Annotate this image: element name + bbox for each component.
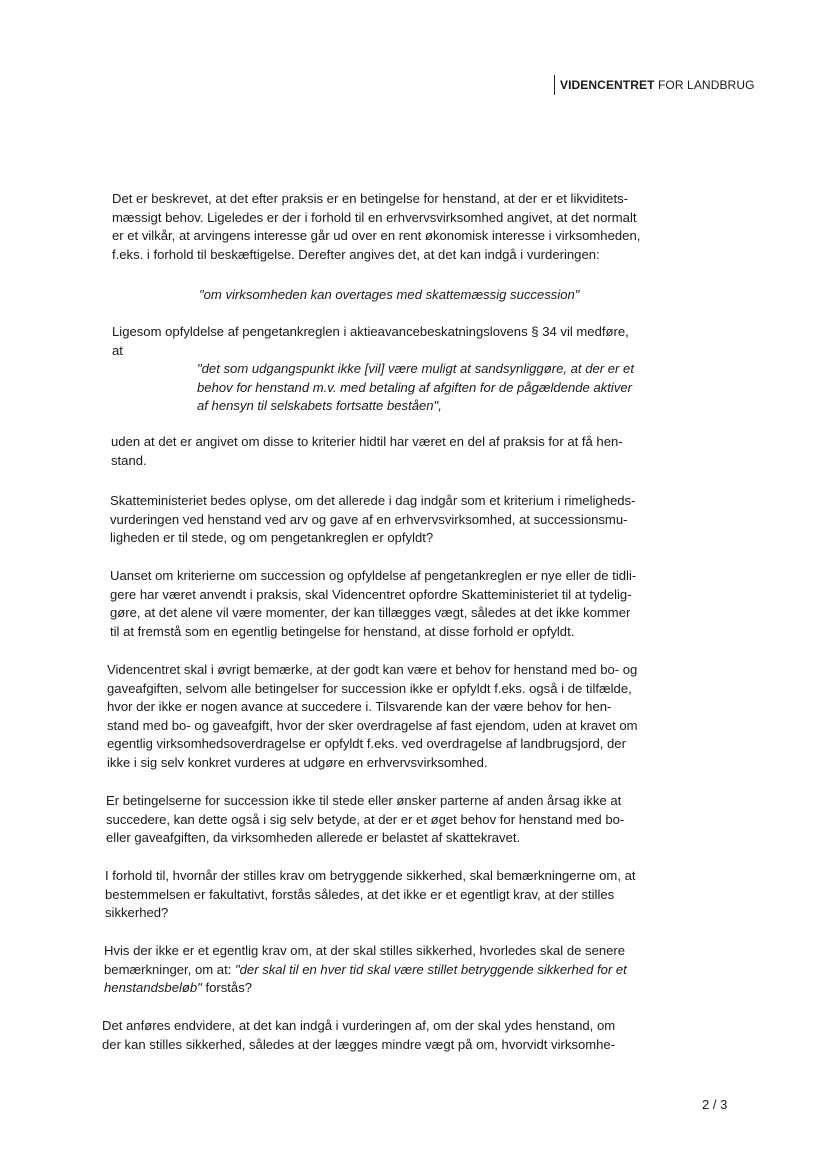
paragraph-anfoeres: Det anføres endvidere, at det kan indgå i vurderingen af, om der skal ydes henstand, om der kan stilles sikkerhed, således at der lægges mindre vægt på om, hvorvidt virksomhe- [102,1018,616,1052]
paragraph-sikkerhed: I forhold til, hvornår der stilles krav om betryggende sikkerhed, skal bemærkningerne om, at bestemmelsen er fakultativt, forstås således, at det ikke er et egentligt krav, at der stilles sikkerhed? [105,868,636,921]
paragraph-intro: Det er beskrevet, at det efter praksis er en betingelse for henstand, at der er et likviditets- mæssigt behov. Ligeledes er der i forhold til en erhvervsvirksomhed angivet, at det normalt er et vilkår, at arvingens interesse går ud over en rent økonomisk interesse i virksomheden, f.eks. i forhold til beskæftigelse. Derefter angives det, at det kan indgå i vurderingen: [112,191,641,262]
mixed-part-2: forstås? [201,980,253,996]
paragraph-videncentret: Videncentret skal i øvrigt bemærke, at der godt kan være et behov for henstand med bo- og gaveafgiften, selvom alle betingelser for succession ikke er opfyldt f.eks. også i de tilfælde, hvor der ikke er nogen avance at succedere i. Tilsvarende kan der være behov for hen- stand med bo- og gaveafgift, hvor der sker overdragelse af fast ejendom, uden at kravet om egentlig virksomhedsoverdragelse er opfyldt f.eks. ved overdragelse af landbrugsjord, der ikke i sig selv konkret vurderes at udgøre en erhvervsvirksomhed. [107,662,638,770]
letterhead-org-rest: FOR LANDBRUG [654,78,755,92]
letterhead-logo [554,75,755,95]
paragraph-pengetank: Ligesom opfyldelse af pengetankreglen i aktieavancebeskatningslovens § 34 vil medføre, at [112,324,629,358]
quote-henstandsbeloeb: "der skal til en hver tid skal være stillet betryggende sikkerhed for et henstandsbeløb" [104,961,627,996]
quote-succession: "om virksomheden kan overtages med skattemæssig succession" [199,287,580,302]
letterhead-org-bold: VIDENCENTRET [560,78,655,92]
paragraph-betingelser: Er betingelserne for succession ikke til stede eller ønsker parterne af anden årsag ikke at succedere, kan dette også i sig selv betyde, at der er et øget behov for henstand med bo- eller gaveafgiften, da virksomheden allerede er belastet af skattekravet. [106,793,625,846]
page-number: 2 / 3 [702,1097,728,1112]
paragraph-egentlig-krav [104,942,627,998]
quote-sandsynliggoere: "det som udgangspunkt ikke [vil] være muligt at sandsynliggøre, at der er et behov for henstand m.v. med betaling af afgiften for de pågældende aktiver af hensyn til selskabets fortsatte beståen", [197,361,634,414]
paragraph-skatteministeriet: Skatteministeriet bedes oplyse, om det allerede i dag indgår som et kriterium i rimeligheds- vurderingen ved henstand ved arv og gave af en erhvervsvirksomhed, at successionsmu- ligheden er til stede, og om pengetankreglen er opfyldt? [110,493,636,546]
mixed-part-1: Hvis der ikke er et egentlig krav om, at der skal stilles sikkerhed, hvorledes skal de senere bemærkninger, om at: [104,943,626,977]
paragraph-kriterier: uden at det er angivet om disse to kriterier hidtil har været en del af praksis for at få hen- stand. [111,434,623,468]
paragraph-uanset: Uanset om kriterierne om succession og opfyldelse af pengetankreglen er nye eller de tidli- gere har været anvendt i praksis, skal Videncentret opfordre Skatteministeriet til at tydelig- gøre, at det alene vil være momenter, der kan tillægges vægt, således at det ikke kommer til at fremstå som en egentlig betingelse for henstand, at disse forhold er opfyldt. [110,568,637,639]
